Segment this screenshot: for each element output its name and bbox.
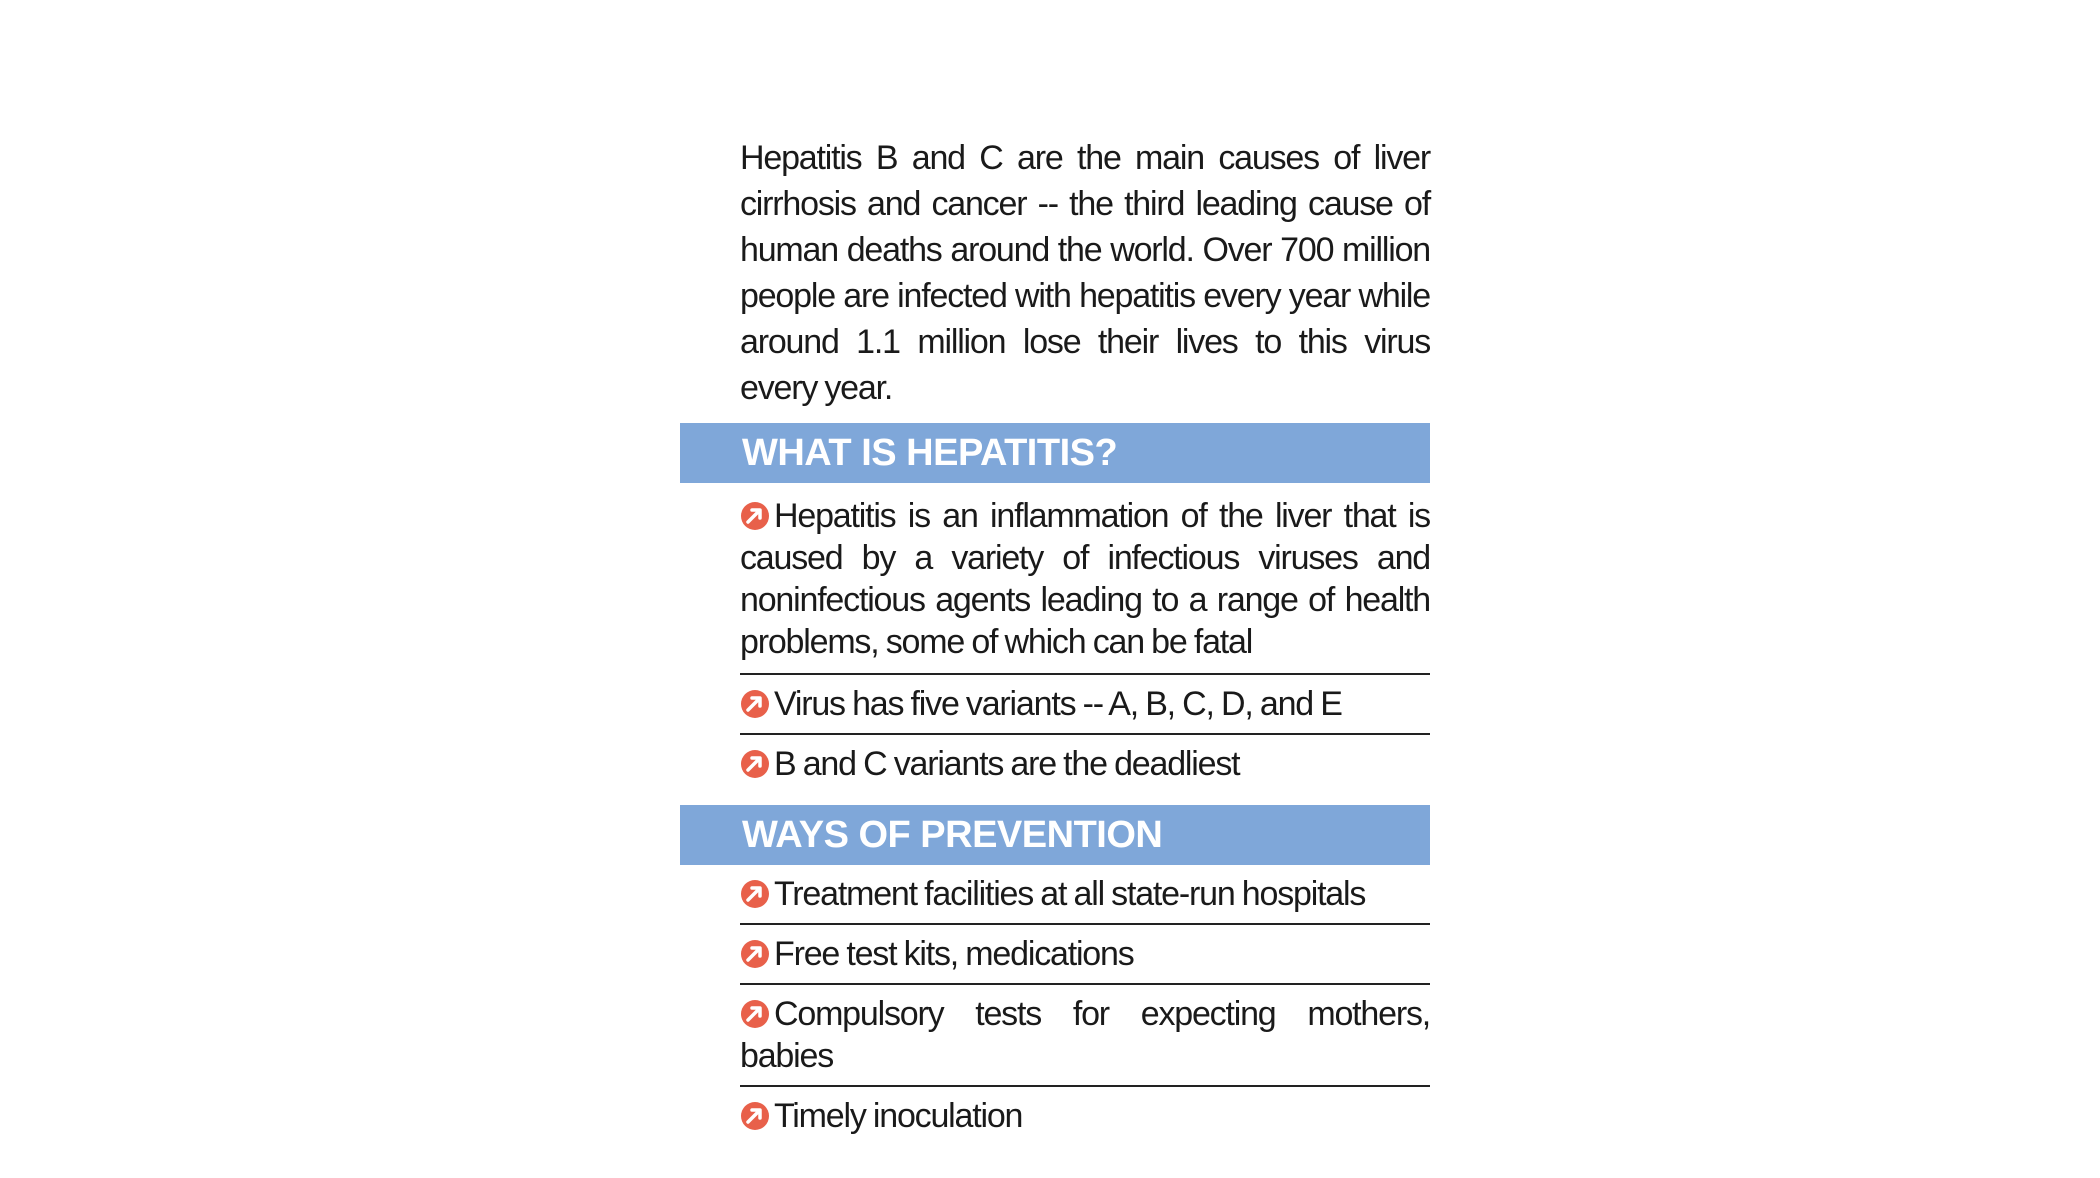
section-title: WHAT IS HEPATITIS? — [742, 431, 1118, 474]
list-item-text: Free test kits, medications — [774, 935, 1134, 973]
list-item — [740, 675, 1430, 735]
section-header-what-is-hepatitis — [680, 423, 1430, 483]
list-item-text: Compulsory tests for expecting mothers, babies — [740, 995, 1430, 1075]
list-item-text: Treatment facilities at all state-run hospitals — [774, 875, 1366, 913]
arrow-circle-icon — [740, 749, 770, 779]
arrow-circle-icon — [740, 1101, 770, 1131]
arrow-circle-icon — [740, 689, 770, 719]
list-item — [740, 985, 1430, 1087]
list-item — [740, 925, 1430, 985]
list-item — [740, 1087, 1430, 1145]
list-item — [740, 483, 1430, 675]
arrow-circle-icon — [740, 999, 770, 1029]
list-what-is-hepatitis — [740, 483, 1430, 793]
list-item-text: Timely inoculation — [774, 1097, 1023, 1135]
section-title: WAYS OF PREVENTION — [742, 813, 1163, 856]
list-item — [740, 735, 1430, 793]
list-item-text: B and C variants are the deadliest — [774, 745, 1240, 783]
intro-paragraph: Hepatitis B and C are the main causes of liver cirrhosis and cancer -- the third leading cause of human deaths around the world. Over 700 million people are infected with hepatitis every year while around 1.1 million lose their lives to this virus every year. — [740, 139, 1430, 407]
list-item-text: Virus has five variants -- A, B, C, D, and E — [774, 685, 1342, 723]
arrow-circle-icon — [740, 939, 770, 969]
list-ways-of-prevention — [740, 865, 1430, 1145]
list-item-text: Hepatitis is an inflammation of the liver that is caused by a variety of infectious viruses and noninfectious agents leading to a range of health problems, some of which can be fatal — [740, 497, 1430, 661]
info-panel — [680, 135, 1430, 1145]
section-header-ways-of-prevention — [680, 805, 1430, 865]
arrow-circle-icon — [740, 879, 770, 909]
arrow-circle-icon — [740, 501, 770, 531]
list-item — [740, 865, 1430, 925]
